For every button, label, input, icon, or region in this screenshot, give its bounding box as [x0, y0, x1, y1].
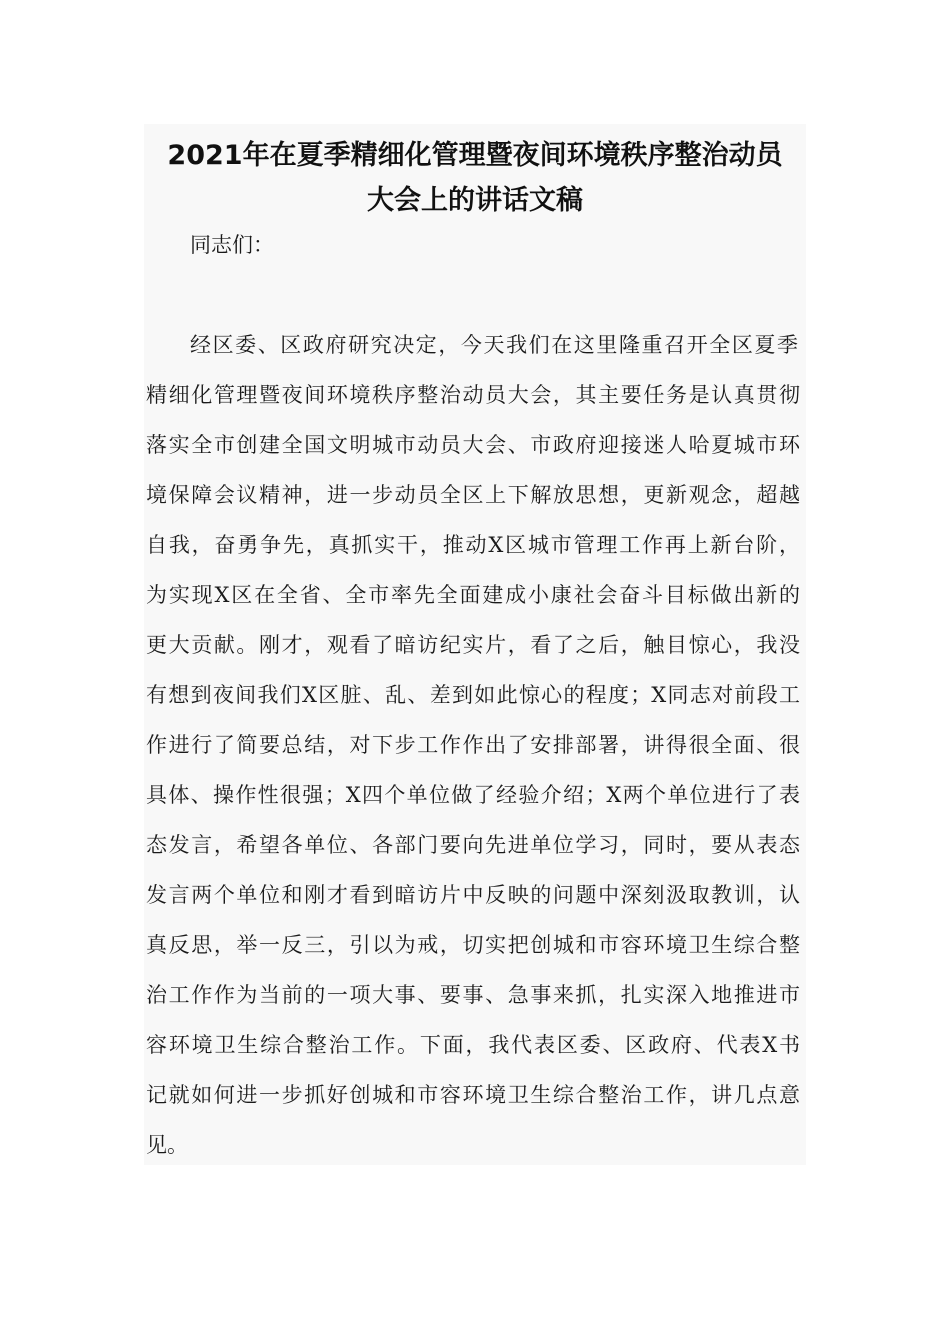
paragraph-line: 真反思，举一反三，引以为戒，切实把创城和市容环境卫生综合整: [146, 933, 800, 957]
paragraph-line: 容环境卫生综合整治工作。下面，我代表区委、区政府、代表X书: [146, 1033, 800, 1057]
paragraph-line: 记就如何进一步抓好创城和市容环境卫生综合整治工作，讲几点意: [146, 1083, 800, 1107]
paragraph-line: 有想到夜间我们X区脏、乱、差到如此惊心的程度；X同志对前段工: [146, 683, 800, 707]
document-title-line-1: 2021年在夏季精细化管理暨夜间环境秩序整治动员: [167, 140, 783, 171]
paragraph-line: 为实现X区在全省、全市率先全面建成小康社会奋斗目标做出新的: [146, 583, 800, 607]
document-title-line-2: 大会上的讲话文稿: [367, 185, 583, 216]
paragraph-line: 自我，奋勇争先，真抓实干，推动X区城市管理工作再上新台阶，: [146, 533, 800, 557]
paragraph-line: 经区委、区政府研究决定，今天我们在这里隆重召开全区夏季: [190, 333, 798, 357]
paragraph-line: 见。: [146, 1133, 188, 1157]
paragraph-line: 更大贡献。刚才，观看了暗访纪实片，看了之后，触目惊心，我没: [146, 633, 800, 657]
paragraph-line: 精细化管理暨夜间环境秩序整治动员大会，其主要任务是认真贯彻: [146, 383, 800, 407]
paragraph-line: 态发言，希望各单位、各部门要向先进单位学习，同时，要从表态: [146, 833, 800, 857]
paragraph-line: 治工作作为当前的一项大事、要事、急事来抓，扎实深入地推进市: [146, 983, 800, 1007]
paragraph-line: 发言两个单位和刚才看到暗访片中反映的问题中深刻汲取教训，认: [146, 883, 800, 907]
salutation: 同志们：: [190, 233, 274, 257]
paragraph-line: 境保障会议精神，进一步动员全区上下解放思想，更新观念，超越: [146, 483, 800, 507]
paragraph-line: 作进行了简要总结，对下步工作作出了安排部署，讲得很全面、很: [146, 733, 800, 757]
paragraph-line: 落实全市创建全国文明城市动员大会、市政府迎接迷人哈夏城市环: [146, 433, 800, 457]
paragraph-line: 具体、操作性很强；X四个单位做了经验介绍；X两个单位进行了表: [146, 783, 800, 807]
